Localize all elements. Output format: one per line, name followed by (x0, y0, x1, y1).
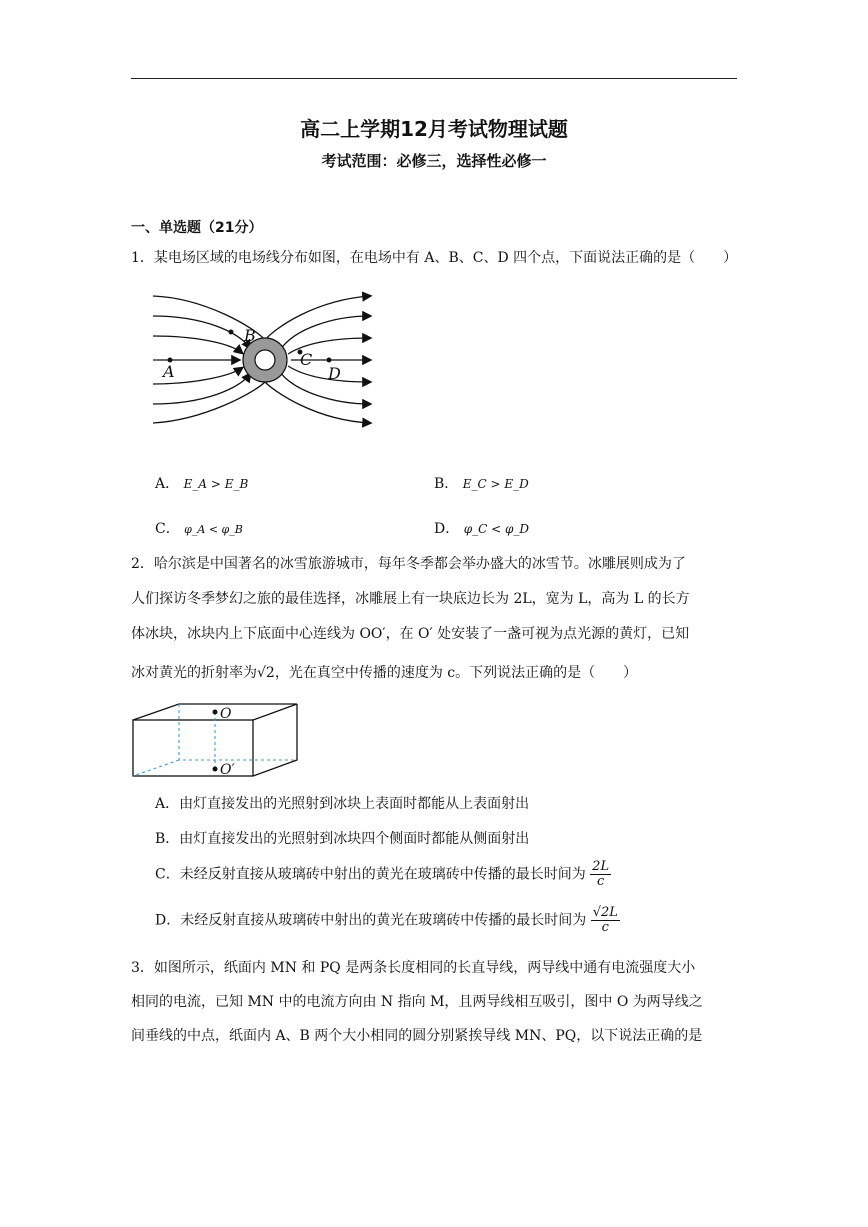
point-label-d: D (328, 364, 341, 383)
exam-scope-subtitle: 考试范围：必修三，选择性必修一 (321, 152, 547, 170)
q1-option-d[interactable] (434, 518, 529, 538)
q2-option-a[interactable]: A．由灯直接发出的光照射到冰块上表面时都能从上表面射出 (155, 796, 530, 812)
fraction-denominator: c (596, 874, 605, 890)
q2-option-d[interactable] (155, 906, 620, 936)
point-label-b: B (244, 326, 256, 345)
q1-option-c[interactable] (155, 518, 243, 538)
q1-option-b-key: B． (434, 476, 459, 492)
q2-stem-line4-b: ，光在真空中传播的速度为 c。下列说法正确的是（ ） (274, 665, 638, 681)
section-heading: 一、单选题（21分） (131, 220, 263, 236)
q2-stem-line4-a: 冰对黄光的折射率为 (131, 665, 257, 681)
q1-field-line-figure (145, 288, 385, 428)
q2-option-d-text: D．未经反射直接从玻璃砖中射出的黄光在玻璃砖中传播的最长时间为 (155, 912, 587, 929)
q1-option-a-key: A． (155, 476, 180, 492)
q1-option-d-text: φ_C < φ_D (463, 522, 529, 536)
header-rule (131, 78, 737, 79)
fraction-numerator: 2L (592, 859, 610, 874)
q3-stem-line3: 间垂线的中点，纸面内 A、B 两个大小相同的圆分别紧挨导线 MN、PQ，以下说法正确的是 (131, 1028, 703, 1044)
q2-ice-block-figure (131, 702, 303, 780)
q3-stem-line1: 3．如图所示，纸面内 MN 和 PQ 是两条长度相同的长直导线，两导线中通有电流强度大小 (131, 960, 696, 976)
q2-stem-line2: 人们探访冬季梦幻之旅的最佳选择，冰雕展上有一块底边长为 2L，宽为 L，高为 L 的长方 (131, 591, 690, 607)
q2-option-c[interactable] (155, 860, 611, 890)
q1-stem: 1．某电场区域的电场线分布如图，在电场中有 A、B、C、D 四个点，下面说法正确的是（ ） (131, 250, 738, 266)
q1-option-a-text: E_A > E_B (183, 477, 249, 491)
q2-stem-line4 (131, 665, 637, 682)
q1-option-b-text: E_C > E_D (462, 477, 529, 491)
q2-stem-line3: 体冰块，冰块内上下底面中心连线为 OO′，在 O′ 处安装了一盏可视为点光源的黄灯，已知 (131, 626, 690, 642)
q1-option-c-text: φ_A < φ_B (184, 523, 243, 536)
sqrt2-symbol: √2 (257, 665, 275, 681)
q2-option-c-text: C．未经反射直接从玻璃砖中射出的黄光在玻璃砖中传播的最长时间为 (155, 866, 586, 883)
point-label-c: C (300, 350, 313, 369)
q1-option-c-key: C． (155, 521, 180, 537)
fraction-2l-over-c (590, 860, 611, 890)
q1-option-b[interactable] (434, 473, 529, 493)
fraction-numerator: √2L (592, 905, 618, 920)
page-title: 高二上学期12月考试物理试题 (300, 117, 568, 141)
point-label-o-prime: O′ (220, 762, 235, 778)
point-label-a: A (163, 362, 175, 381)
q3-stem-line2: 相同的电流，已知 MN 中的电流方向由 N 指向 M，且两导线相互吸引，图中 O 为两导线之 (131, 994, 703, 1010)
point-label-o: O (220, 706, 232, 722)
q1-option-a[interactable] (155, 473, 248, 493)
q2-option-b[interactable]: B．由灯直接发出的光照射到冰块四个侧面时都能从侧面射出 (155, 831, 530, 847)
q1-option-d-key: D． (434, 521, 460, 537)
fraction-sqrt2l-over-c (591, 906, 620, 936)
q2-stem-line1: 2．哈尔滨是中国著名的冰雪旅游城市，每年冬季都会举办盛大的冰雪节。冰雕展则成为了 (131, 556, 686, 572)
fraction-denominator: c (601, 920, 609, 936)
